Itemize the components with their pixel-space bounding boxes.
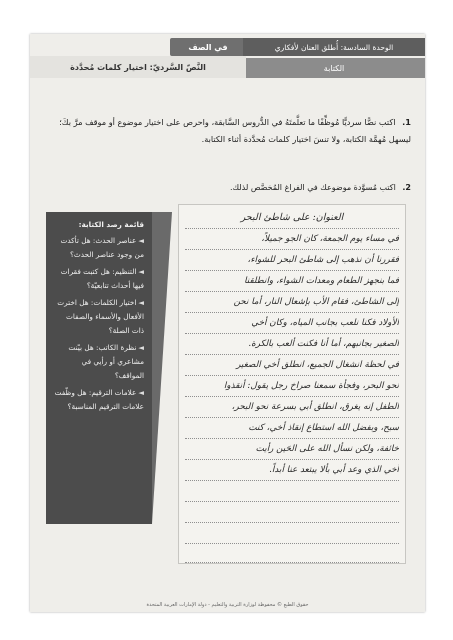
draft-line: فقررنا أن نذهب إلى شاطئ البحر للشواء، [185, 251, 399, 271]
draft-writing-area[interactable] [178, 204, 406, 564]
draft-line: الصغير بجانبهم، أما أنا فكنت ألعب بالكرة. [185, 335, 399, 355]
draft-line [185, 524, 399, 544]
unit-title: الوحدة السادسة: أُطلق العنان لأفكاري [243, 38, 425, 56]
checklist-item-text: عناصر الحدث: هل تأكدت من وجود عناصر الحدث؟ [60, 236, 144, 259]
bullet-icon: ◄ [138, 298, 144, 307]
checklist-title: قائمة رصد الكتابة: [78, 220, 144, 229]
draft-line: في مساء يوم الجمعة، كان الجو جميلاً، [185, 230, 399, 250]
draft-line: خائفة، ولكن نسأل الله على الحَين رأيت [185, 440, 399, 460]
section-title: النَّصّ السَّرديّ: اختيار كلمات مُحدَّدة [30, 56, 246, 78]
textbook-page [30, 34, 425, 612]
task-1-number: 1. [402, 117, 411, 127]
bullet-icon: ◄ [138, 343, 144, 352]
bullet-icon: ◄ [138, 267, 144, 276]
page-footer: حقوق الطبع © محفوظة لوزارة التربية والتعليم - دولة الإمارات العربية المتحدة [146, 602, 309, 608]
task-2-text: اكتب مُسوَّدة موضوعك في الفراغ المُخصَّص لذلك. [229, 183, 396, 192]
draft-line: إلى الشاطئ، فقام الأب بإشعال النار، أما نحن [185, 293, 399, 313]
draft-line [185, 503, 399, 523]
draft-line: الأولاد فكنا نلعب بجانب المياه، وكان أخي [185, 314, 399, 334]
draft-line [185, 543, 399, 563]
draft-line: أخي الذي وعد أبي بألا يبتعد عنا أبداً. [185, 461, 399, 481]
unit-subtitle: الكتابة [243, 58, 425, 78]
checklist-item-text: نظرة الكاتب: هل بيّنت مشاعري أو رأيي في المواقف؟ [68, 343, 144, 380]
checklist-item [52, 296, 144, 338]
bullet-icon: ◄ [138, 388, 144, 397]
draft-line: فما بنجهز الطعام ومعدات الشواء، وانطلقنا [185, 272, 399, 292]
draft-line: نحو البحر، وفجأة سمعنا صراخ رجل يقول: أنقذوا [185, 377, 399, 397]
draft-line: في لحظة انشغال الجميع، انطلق أخي الصغير [185, 356, 399, 376]
checklist-item [52, 265, 144, 293]
writing-checklist-panel [46, 212, 152, 524]
draft-line: الطفل إنه يغرق، انطلق أبي بسرعة نحو البحر، [185, 398, 399, 418]
task-1 [42, 114, 411, 148]
task-2-number: 2. [402, 183, 411, 192]
in-class-tab: في الصف [170, 38, 246, 56]
checklist-item [52, 234, 144, 262]
draft-line: العنوان: على شاطئ البحر [185, 209, 399, 229]
checklist-item-text: التنظيم: هل كتبت فقرات فيها أحداث تتابعيّة؟ [60, 267, 144, 290]
draft-line: سبح، وبفضل الله استطاع إنقاذ أخي، كنت [185, 419, 399, 439]
draft-line [185, 482, 399, 502]
checklist-item [52, 341, 144, 383]
checklist-item [52, 386, 144, 414]
checklist-fold [152, 212, 172, 524]
checklist-item-text: علامات الترقيم: هل وظّفت علامات الترقيم المناسبة؟ [54, 388, 144, 411]
bullet-icon: ◄ [138, 236, 144, 245]
checklist-item-text: اختيار الكلمات: هل اخترت الأفعال والأسماء والصفات ذات الصلة؟ [57, 298, 144, 335]
task-1-text: اكتب نصًّا سرديًّا مُوظِّفًا ما تعلَّمتَهُ في الدُّروس السَّابقة، واحرص على اختيار موضوع أو موقف مرَّ بكَ؛ ليسهل مُهمَّة الكتابة، ولا تنسَ اختيار كلمات مُحدَّدة أثناء الكتابة. [59, 117, 411, 144]
task-2 [42, 181, 411, 195]
